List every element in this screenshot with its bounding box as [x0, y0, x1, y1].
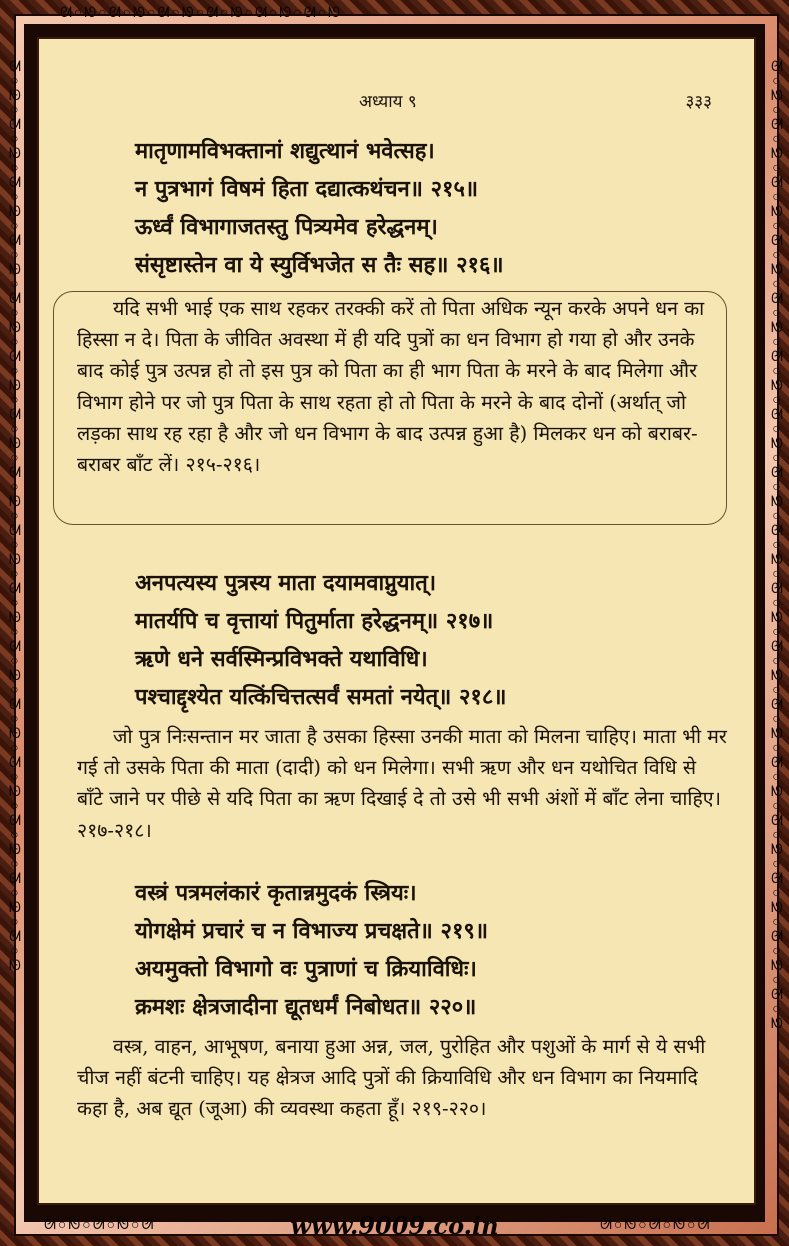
verse-line: न पुत्रभागं विषमं हिता दद्यात्कथंचन॥ २१५॥	[135, 176, 479, 202]
bottom-ornament-right: ᘛ○ᘚ○ᘛ○ᘚ○ᘛ	[600, 1218, 712, 1233]
page-number: ३३३	[685, 92, 712, 112]
verse-line: ऊर्ध्वं विभागाजतस्तु पित्र्यमेव हरेद्धनम्।	[135, 214, 438, 240]
chapter-title: अध्याय ९	[359, 92, 417, 112]
verse-line: योगक्षेमं प्रचारं च न विभाज्य प्रचक्षते॥ २१९॥	[135, 918, 489, 944]
verse-line: ऋणे धने सर्वस्मिन्प्रविभक्ते यथाविधि।	[135, 646, 428, 672]
verse-line: मातर्यपि च वृत्तायां पितुर्माता हरेद्धनम्॥ २१७॥	[135, 608, 494, 634]
right-ornament: ᘛ○ᘚ○ᘛ○ᘚ○ᘛ○ᘚ○ᘛ○ᘚ○ᘛ○ᘚ○ᘛ○ᘚ○ᘛ○ᘚ○ᘛ○ᘚ○ᘛ○ᘚ○ᘛ○ᘚ○ᘛ○ᘚ○ᘛ○ᘚ○ᘛ○ᘚ○ᘛ○ᘚ○ᘛ○ᘚ○ᘛ○ᘚ○ᘛ○ᘚ	[769, 60, 784, 1031]
commentary-text: यदि सभी भाई एक साथ रहकर तरक्की करें तो पिता अधिक न्यून करके अपने धन का हिस्सा न दे। पिता के जीवित अवस्था में ही यदि पुत्रों का धन विभाग हो गया हो और उनके बाद कोई पुत्र उत्पन्न हो तो इस पुत्र को पिता का ही भाग पिता के मरने के बाद मिलेगा और विभाग होने पर जो पुत्र पिता के साथ रहता हो तो पिता के मरने के बाद दोनों (अर्थात् जो लड़का साथ रह रहा है और जो धन विभाग के बाद उत्पन्न हुआ है) मिलकर धन को बराबर-बराबर बाँट लें। २१५-२१६।	[77, 297, 705, 477]
commentary-text: वस्त्र, वाहन, आभूषण, बनाया हुआ अन्न, जल, पुरोहित और पशुओं के मार्ग से ये सभी चीज नहीं बंटनी चाहिए। यह क्षेत्रज आदि पुत्रों की क्रियाविधि और धन विभाग का नियमादि कहा है, अब द्यूत (जूआ) की व्यवस्था कहता हूँ। २१९-२२०।	[77, 1035, 706, 1121]
page-header	[39, 89, 754, 117]
bottom-ornament-left: ᘛ○ᘚ○ᘛ○ᘚ○ᘛ	[44, 1218, 156, 1233]
commentary-paragraph	[77, 293, 727, 480]
left-ornament: ᘛ○ᘚ○ᘛ○ᘚ○ᘛ○ᘚ○ᘛ○ᘚ○ᘛ○ᘚ○ᘛ○ᘚ○ᘛ○ᘚ○ᘛ○ᘚ○ᘛ○ᘚ○ᘛ○ᘚ○ᘛ○ᘚ○ᘛ○ᘚ○ᘛ○ᘚ○ᘛ○ᘚ○ᘛ○ᘚ○ᘛ○ᘚ	[7, 60, 22, 973]
commentary-paragraph	[77, 721, 727, 846]
verse-line: वस्त्रं पत्रमलंकारं कृतान्नमुदकं स्त्रियः।	[135, 880, 417, 906]
verse-line: पश्चाद्दृश्येत यत्किंचित्तत्सर्वं समतां नयेत्॥ २१८॥	[135, 684, 507, 710]
commentary-text: जो पुत्र निःसन्तान मर जाता है उसका हिस्सा उनकी माता को मिलना चाहिए। माता भी मर गई तो उसके पिता की माता (दादी) को धन मिलेगा। सभी ऋण और धन यथोचित विधि से बाँटे जाने पर पीछे से यदि पिता का ऋण दिखाई दे तो उसे भी सभी अंशों में बाँट लेना चाहिए। २१७-२१८।	[77, 725, 727, 842]
verse-line: अनपत्यस्य पुत्रस्य माता दयामवाप्नुयात्।	[135, 570, 437, 596]
top-ornament: ᘛ○ᘚ○ᘛ○ᘚ○ᘛ○ᘚ○ᘛ○ᘚ○ᘛ○ᘚ○ᘛ○ᘚ	[60, 6, 342, 21]
book-page	[37, 37, 756, 1205]
commentary-paragraph	[77, 1031, 727, 1125]
verse-line: संसृष्टास्तेन वा ये स्युर्विभजेत स तैः सह॥ २१६॥	[135, 252, 504, 278]
verse-line: अयमुक्तो विभागो वः पुत्राणां च क्रियाविधिः।	[135, 956, 477, 982]
verse-line: मातृणामविभक्तानां शद्युत्थानं भवेत्सह।	[135, 138, 435, 164]
verse-line: क्रमशः क्षेत्रजादीना द्यूतधर्मं निबोधत॥ २२०॥	[135, 994, 477, 1020]
website-footer[interactable]: www.9009.co.in	[290, 1211, 499, 1240]
